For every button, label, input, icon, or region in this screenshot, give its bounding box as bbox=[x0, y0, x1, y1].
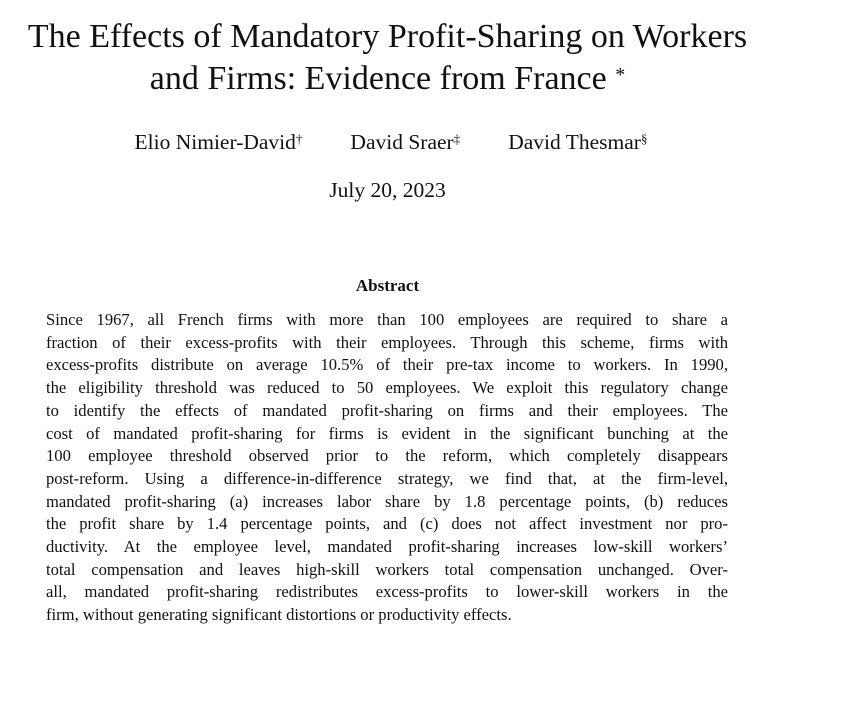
abstract-line: the eligibility threshold was reduced to 50 employees. We exploit this regulatory change bbox=[46, 378, 728, 398]
abstract-line: ductivity. At the employee level, mandated profit-sharing increases low-skill workers’ bbox=[46, 537, 728, 557]
author-name: Elio Nimier-David bbox=[134, 130, 296, 154]
abstract-line: excess-profits distribute on average 10.5% of their pre-tax income to workers. In 1990, bbox=[46, 355, 728, 375]
author-2 bbox=[350, 128, 460, 156]
title-line-2 bbox=[0, 58, 775, 100]
title-line-1: The Effects of Mandatory Profit-Sharing on Workers bbox=[27, 18, 748, 55]
abstract-line: all, mandated profit-sharing redistributes excess-profits to lower-skill workers in the bbox=[46, 582, 728, 602]
abstract-line: mandated profit-sharing (a) increases labor share by 1.8 percentage points, (b) reduces bbox=[46, 491, 728, 511]
author-footnote-mark: § bbox=[640, 131, 648, 146]
abstract-heading: Abstract bbox=[355, 276, 420, 295]
author-footnote-mark: ‡ bbox=[453, 131, 461, 146]
title-line-2-text: and Firms: Evidence from France bbox=[149, 60, 607, 97]
author-list bbox=[0, 128, 782, 156]
abstract-line: fraction of their excess-profits with their employees. Through this scheme, firms with bbox=[46, 332, 728, 352]
abstract-line: Since 1967, all French firms with more than 100 employees are required to share a bbox=[46, 310, 728, 329]
author-name: David Thesmar bbox=[508, 130, 641, 154]
author-1 bbox=[135, 128, 303, 156]
paper-title bbox=[0, 16, 775, 100]
title-footnote-mark: * bbox=[615, 64, 626, 86]
paper-date: July 20, 2023 bbox=[329, 178, 446, 202]
abstract-line: to identify the effects of mandated profit-sharing on firms and their employees. The bbox=[46, 400, 728, 420]
abstract-line: firm, without generating significant distortions or productivity effects. bbox=[46, 605, 512, 625]
author-name: David Sraer bbox=[350, 130, 454, 154]
abstract-line: post-reform. Using a difference-in-difference strategy, we find that, at the firm-level, bbox=[46, 468, 728, 488]
abstract-line: 100 employee threshold observed prior to the reform, which completely disappears bbox=[46, 446, 728, 466]
author-3 bbox=[508, 128, 647, 156]
abstract-line: total compensation and leaves high-skill workers total compensation unchanged. Over- bbox=[46, 559, 728, 579]
abstract-body bbox=[46, 309, 728, 627]
abstract-line: cost of mandated profit-sharing for firms is evident in the significant bunching at the bbox=[46, 423, 728, 443]
author-footnote-mark: † bbox=[295, 131, 303, 146]
abstract-line: the profit share by 1.4 percentage points, and (c) does not affect investment nor pro- bbox=[46, 514, 728, 534]
